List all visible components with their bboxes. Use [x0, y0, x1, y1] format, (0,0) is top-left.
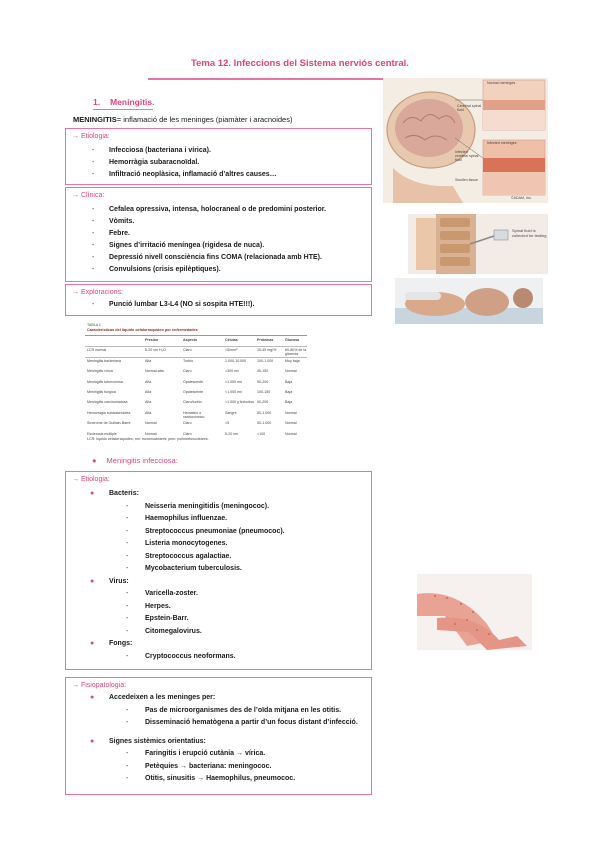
table-header-cell: Proteínas [257, 338, 274, 342]
table-cell: Hemático o xantocrómico [183, 410, 205, 419]
table-cell: Alta [145, 358, 152, 363]
box-label: → Clínica: [72, 192, 105, 199]
bullet-icon: ● [90, 737, 95, 745]
dash: - [126, 515, 129, 522]
dash: - [126, 565, 129, 572]
table-footnote: LCR: líquido cefalorraquídeo; mn: mononucleares; pmn: polimorfonucleares. [87, 437, 209, 441]
table-cell: <5 [225, 421, 230, 426]
table-cell: Esclerosis múltiple [87, 431, 117, 436]
dash: - [92, 171, 95, 178]
dash: - [92, 159, 95, 166]
page-title: Tema 12. Infeccions del Sistema nerviós central. [191, 58, 409, 69]
bullet-icon: ● [90, 490, 95, 497]
dash: - [92, 218, 95, 225]
table-caption-small: TABLA 1 [87, 323, 101, 327]
list-item: Disseminació hematògena a partir d’un focus distant d’infecció. [145, 719, 358, 726]
list-item: Infiltració neoplàsica, inflamació d’altres causes… [109, 171, 277, 178]
table-cell: Alta [145, 390, 152, 394]
table-cell: 50-200 [257, 379, 269, 384]
bullet-icon: ● [90, 577, 95, 585]
subsection-heading [92, 456, 178, 465]
list-item: Listeria monocytogenes. [145, 540, 228, 547]
table-cell: Hemorragia subaracnoidea [87, 410, 131, 415]
list-item: Depressió nivell consciència fins COMA (relacionada amb HTE). [109, 254, 322, 261]
figure-label: Normal meninges [487, 81, 516, 85]
list-item: Cefalea opressiva, intensa, holocraneal o de predomini posterior. [109, 206, 327, 213]
table-cell: 50-1.000 [257, 410, 272, 415]
table-cell: Muy baja [285, 358, 300, 363]
dash: - [126, 652, 129, 660]
table-cell: 100-150 [257, 390, 271, 394]
table-cell: Normal [285, 421, 297, 426]
list-item: Mycobacterium tuberculosis. [145, 565, 242, 572]
group-heading: Bacteris: [109, 490, 139, 497]
bullet-icon: ● [92, 456, 97, 465]
table-cell: Turbio [183, 358, 194, 363]
table-cell: Normal [285, 369, 297, 374]
list-item: Varicella-zoster. [145, 590, 198, 597]
table-cell: 100-1.000 [257, 358, 274, 363]
group-heading: Virus: [109, 577, 129, 585]
figure-label: Swollen tissue [455, 178, 478, 182]
table-cell: 15-45 mg/% [257, 348, 277, 353]
dash: - [92, 242, 95, 249]
box-label: → Etiologia: [72, 476, 110, 483]
table-cell: <1.000 y linfocitos [225, 400, 254, 405]
lumbar-puncture-illustration [408, 214, 548, 274]
table-cell: Claro [183, 348, 192, 353]
table-header-cell: Glucosa [285, 338, 300, 342]
list-item: Punció lumbar L3-L4 (NO si sospita HTE!!!). [109, 301, 255, 308]
table-cell: Meningitis carcinomatosa [87, 400, 128, 405]
table-rule [85, 357, 307, 358]
dash: - [126, 502, 129, 510]
etiologia-box [65, 128, 372, 185]
box-label: → Exploracions: [72, 289, 123, 296]
dash: - [92, 206, 95, 213]
table-cell: Normal [285, 431, 297, 436]
table-cell: 5-20 mn [225, 431, 239, 436]
section-label: Meningitis. [110, 97, 155, 107]
table-cell: Normal-alta [145, 369, 164, 374]
dash: - [92, 266, 95, 273]
list-item: Epstein-Barr. [145, 615, 189, 622]
dash: - [126, 590, 129, 597]
rash-legs-photo [417, 574, 532, 650]
group-heading: Accedeixen a les meninges per: [109, 694, 216, 701]
table-cell: 50-200 [257, 400, 269, 405]
exploracions-box [65, 284, 372, 316]
table-rule [85, 346, 307, 347]
table-rule [85, 335, 307, 336]
dash: - [126, 719, 129, 726]
table-cell: 1.000-10.000 [225, 358, 247, 363]
table-header-cell: Aspecto [183, 338, 198, 342]
spine-figure [408, 214, 548, 274]
dash: - [92, 301, 95, 308]
patient-figure [395, 278, 543, 324]
bullet-icon: ● [90, 640, 95, 647]
table-cell: Opalescente [183, 379, 204, 384]
table-cell: 40-150 [257, 369, 269, 374]
patient-position-photo [395, 278, 543, 324]
table-cell: <5/mm³ [225, 348, 238, 353]
table-cell: Baja [285, 379, 293, 384]
list-item: Neisseria meningitidis (meningococ). [145, 502, 270, 510]
table-cell: Meningitis tuberculosa [87, 379, 123, 384]
table-cell: Normal [145, 421, 157, 426]
clinica-box [65, 187, 372, 282]
table-cell: LCR normal [87, 348, 107, 353]
list-item: Petèquies → bacteriana: meningococ. [145, 762, 272, 770]
section-heading [93, 97, 153, 110]
dash: - [92, 254, 95, 261]
table-cell: Claro [183, 421, 192, 426]
dash: - [126, 602, 129, 610]
table-cell: Alta [145, 400, 152, 405]
table-cell: Opalescente [183, 390, 204, 394]
bullet-icon: ● [90, 694, 95, 701]
table-header-cell: Presión [145, 338, 159, 342]
list-item: Haemophilus influenzae. [145, 515, 228, 522]
figure-label: Cerebral spinal fluid [457, 104, 482, 112]
table-cell: <1.000 mn [225, 390, 243, 394]
list-item: Vòmits. [109, 218, 135, 225]
figure-label: Infected cerebral spinal fluid [455, 150, 479, 162]
etiologia-infecciosa-box [65, 471, 372, 670]
table-cell: <100 [257, 431, 266, 436]
dash: - [126, 706, 129, 714]
legs-figure [417, 574, 532, 650]
dash: - [126, 615, 129, 622]
table-cell: Normal [145, 431, 157, 436]
definition-text: = inflamació de les meninges (piamàter i aracnoides) [116, 115, 293, 124]
table-cell: Baja [285, 390, 293, 394]
list-item: Cryptococcus neoformans. [145, 652, 236, 660]
fisiopatologia-box [65, 677, 372, 795]
list-item: Herpes. [145, 602, 171, 610]
list-item: Febre. [109, 230, 131, 237]
list-item: Convulsions (crisis epilèptiques). [109, 266, 221, 273]
table-caption: Características del líquido cefalorraquídeo por enfermedades [87, 328, 198, 332]
dash: - [92, 230, 95, 237]
table-cell: 60-80% de la glicemia [285, 348, 307, 357]
list-item: Signes d’irritació meníngea (rigidesa de nuca). [109, 242, 265, 249]
box-label: → Etiologia: [72, 133, 110, 140]
list-item: Streptococcus pneumoniae (pneumococ). [145, 527, 285, 535]
brain-figure [383, 78, 548, 203]
list-item: Otitis, sinusitis → Haemophilus, pneumococ. [145, 775, 296, 782]
list-item: Faringitis i erupció cutània → vírica. [145, 750, 266, 757]
figure-label: Infected meninges [487, 141, 517, 145]
csf-table [85, 322, 307, 442]
subsection-label: Meningitis infecciosa: [106, 456, 178, 465]
table-cell: Alta [145, 379, 152, 384]
table-cell: Síndrome de Guillain-Barré [87, 421, 131, 426]
table-cell: Claro/turbio [183, 400, 202, 405]
table-cell: Meningitis bacteriana [87, 358, 121, 363]
list-item: Hemorràgia subaracnoïdal. [109, 159, 200, 166]
group-heading: Fongs: [109, 640, 133, 647]
table-cell: Alta [145, 410, 152, 415]
table-cell: Sangre [225, 410, 237, 415]
dash: - [126, 750, 129, 757]
group-heading: Signes sistèmics orientatius: [109, 737, 206, 745]
dash: - [92, 147, 95, 154]
dash: - [126, 527, 129, 535]
section-number: 1. [93, 97, 101, 107]
definition [73, 115, 292, 124]
dash: - [126, 762, 129, 770]
table-cell: Claro [183, 431, 192, 436]
table-cell: Meningitis vírica [87, 369, 113, 374]
dash: - [126, 627, 129, 635]
meninges-illustration [383, 78, 548, 203]
dash: - [126, 552, 129, 560]
list-item: Pas de microorganismes des de l’oïda mitjana en les otitis. [145, 706, 342, 714]
table-cell: Claro [183, 369, 192, 374]
dash: - [126, 540, 129, 547]
table-cell: Baja [285, 400, 293, 405]
table-header-cell: Células [225, 338, 238, 342]
figure-credit: ©ADAM, Inc. [511, 196, 532, 200]
box-label: → Fisiopatologia: [72, 682, 127, 689]
list-item: Infecciosa (bacteriana i vírica). [109, 147, 211, 154]
table-cell: Meningitis fúngica [87, 390, 116, 394]
list-item: Citomegalovirus. [145, 627, 202, 635]
table-cell: <300 mn [225, 369, 240, 374]
list-item: Streptococcus agalactiae. [145, 552, 232, 560]
table-cell: 50-1.000 [257, 421, 272, 426]
figure-label: Spinal fluid is collected for testing [512, 228, 547, 238]
table-cell: 5-20 cm H₂O [145, 348, 166, 353]
dash: - [126, 775, 129, 782]
table-cell: <1.000 mn [225, 379, 243, 384]
definition-term: MENINGITIS [73, 115, 117, 124]
table-cell: Normal [285, 410, 297, 415]
